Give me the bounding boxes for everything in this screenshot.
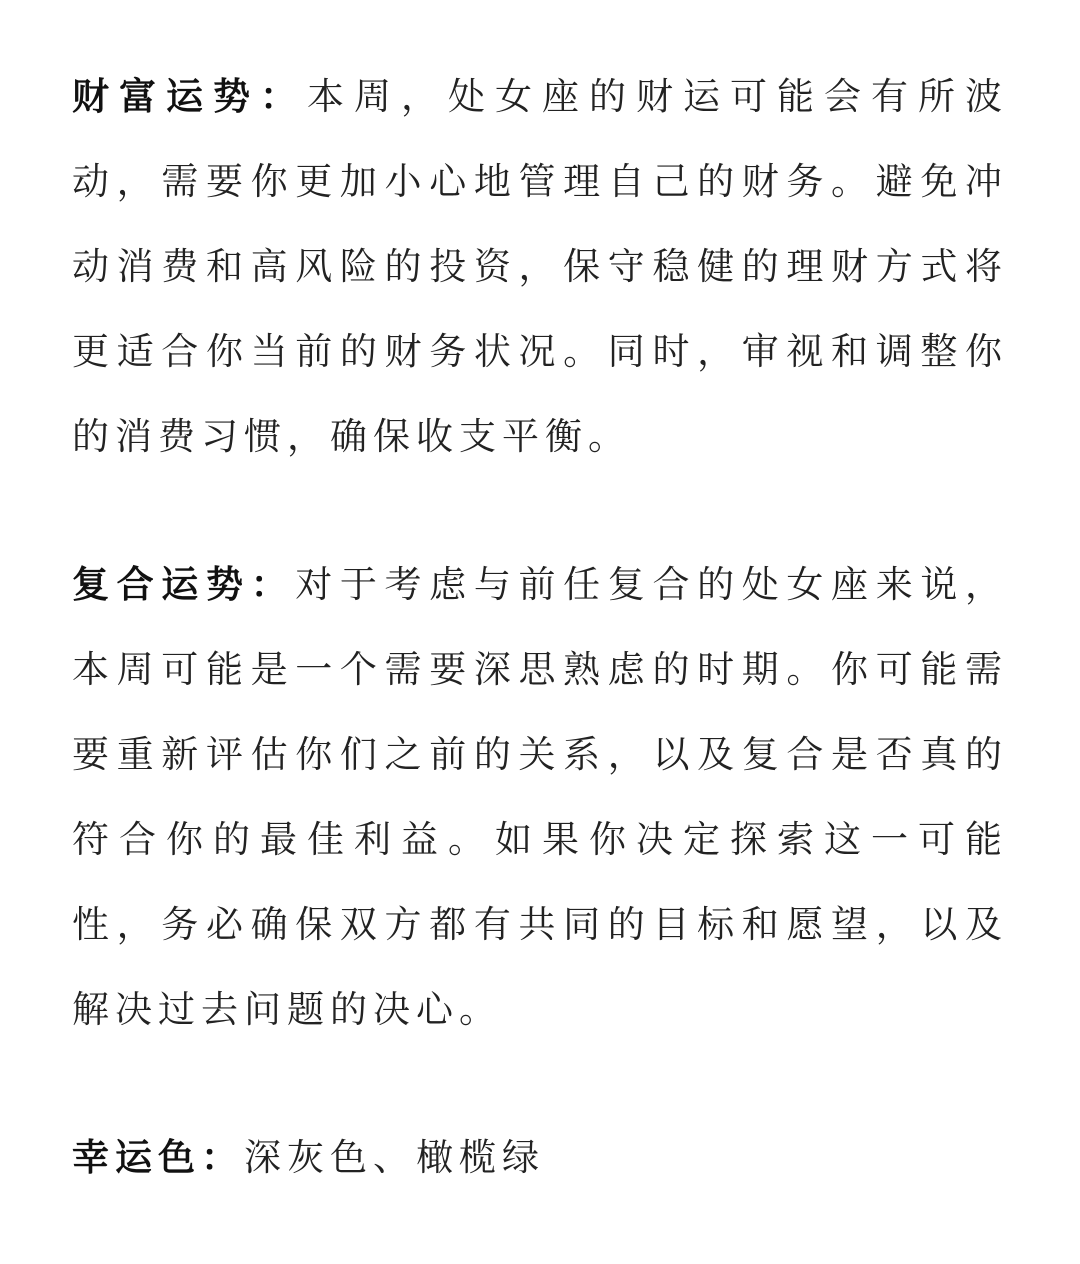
reunion-fortune-paragraph xyxy=(72,542,1008,1052)
wealth-fortune-paragraph xyxy=(72,54,1008,479)
wealth-fortune-label: 财富运势： xyxy=(72,75,307,118)
wealth-fortune-text: 本周，处女座的财运可能会有所波动，需要你更加小心地管理自己的财务。避免冲动消费和高风险的投资，保守稳健的理财方式将更适合你当前的财务状况。同时，审视和调整你的消费习惯，确保收支平衡。 xyxy=(72,75,1008,458)
lucky-color-text: 深灰色、橄榄绿 xyxy=(244,1136,545,1179)
reunion-fortune-label: 复合运势： xyxy=(72,563,296,606)
lucky-color-paragraph xyxy=(72,1115,1008,1200)
lucky-color-label: 幸运色： xyxy=(72,1136,244,1179)
reunion-fortune-text: 对于考虑与前任复合的处女座来说，本周可能是一个需要深思熟虑的时期。你可能需要重新评估你们之前的关系，以及复合是否真的符合你的最佳利益。如果你决定探索这一可能性，务必确保双方都有共同的目标和愿望，以及解决过去问题的决心。 xyxy=(72,563,1008,1031)
